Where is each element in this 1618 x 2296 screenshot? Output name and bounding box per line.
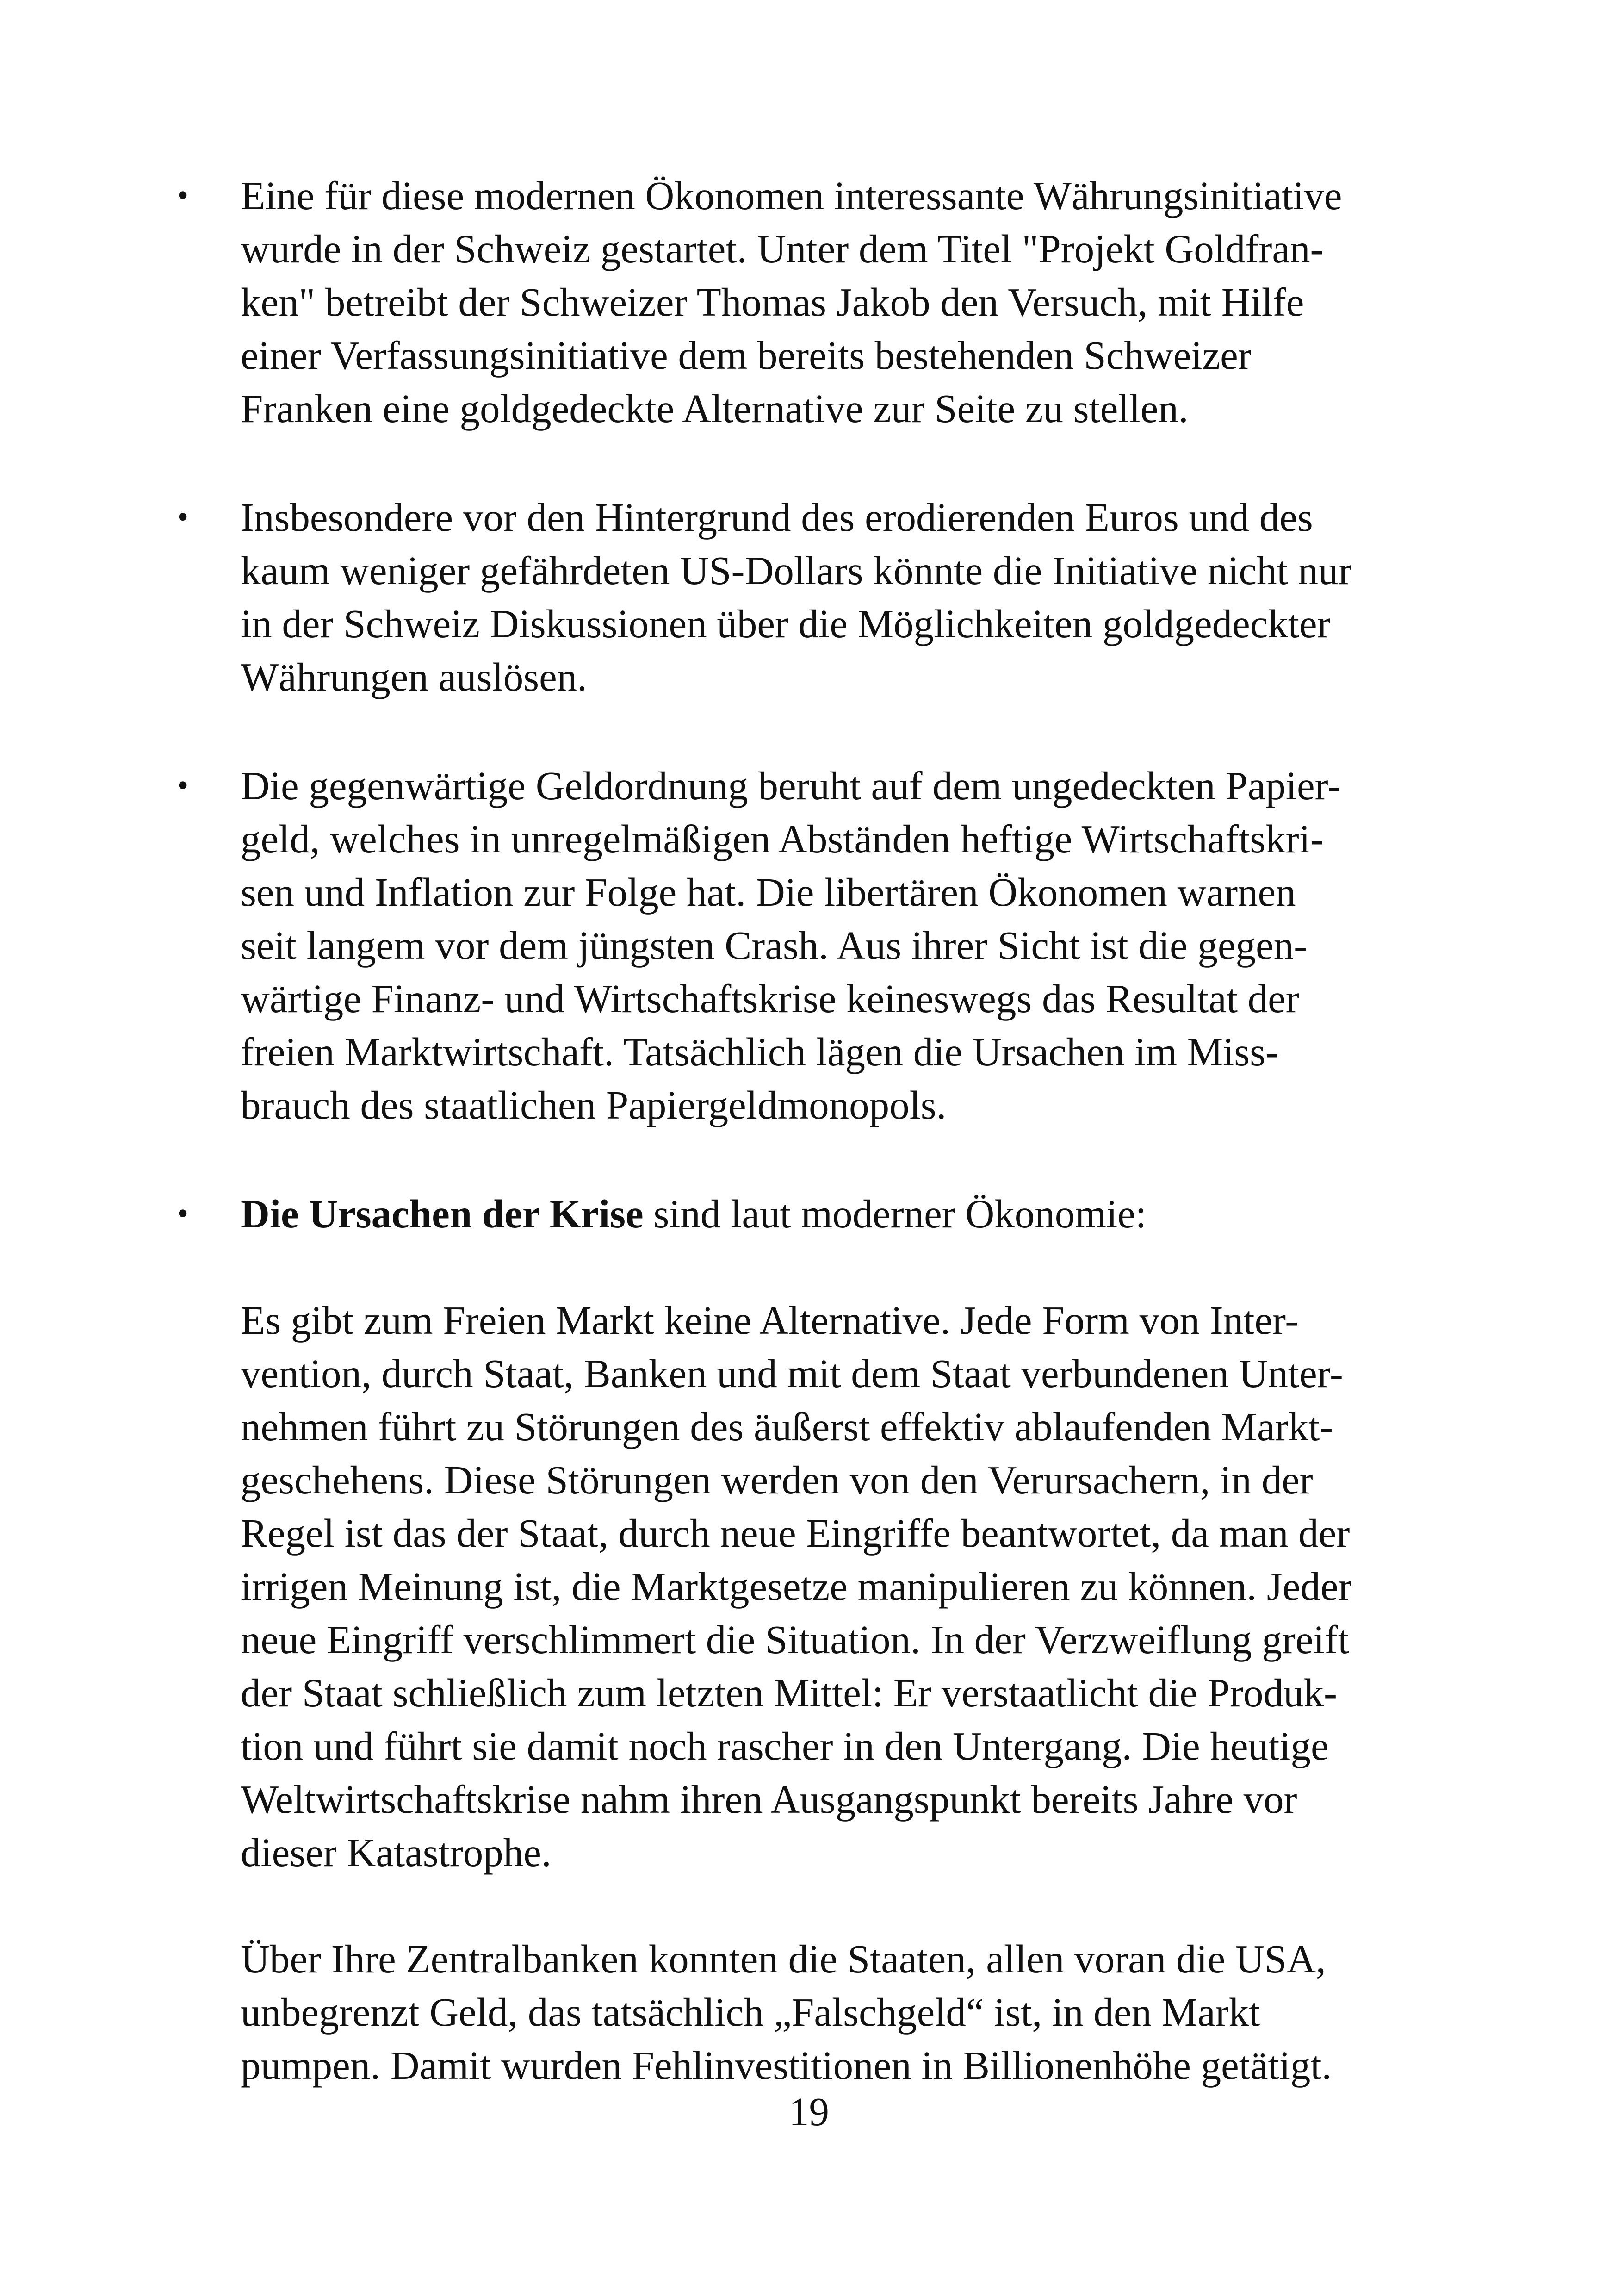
text-line: irrigen Meinung ist, die Marktgesetze manipulieren zu können. Jeder <box>241 1564 1352 1609</box>
text-line: Eine für diese modernen Ökonomen interessante Währungsinitiative <box>241 173 1342 218</box>
text-line: geschehens. Diese Störungen werden von den Verursachern, in der <box>241 1457 1313 1502</box>
text-line: tion und führt sie damit noch rascher in den Untergang. Die heutige <box>241 1724 1329 1768</box>
heading-bold-text: Die Ursachen der Krise <box>241 1191 644 1236</box>
text-line: in der Schweiz Diskussionen über die Möglichkeiten goldgedeckter <box>241 601 1331 646</box>
bullet-icon: • <box>177 1196 189 1232</box>
text-line: dieser Katastrophe. <box>241 1830 552 1875</box>
text-line: wärtige Finanz- und Wirtschaftskrise keineswegs das Resultat der <box>241 976 1299 1021</box>
text-line: Weltwirtschaftskrise nahm ihren Ausgangspunkt bereits Jahre vor <box>241 1777 1297 1822</box>
text-line: freien Marktwirtschaft. Tatsächlich lägen die Ursachen im Miss- <box>241 1029 1279 1074</box>
heading-rest-text: sind laut moderner Ökonomie: <box>643 1191 1147 1236</box>
text-line: neue Eingriff verschlimmert die Situation. In der Verzweiflung greift <box>241 1617 1349 1662</box>
text-line: pumpen. Damit wurden Fehlinvestitionen in Billionenhöhe getätigt. <box>241 2043 1332 2088</box>
text-line: Über Ihre Zentralbanken konnten die Staaten, allen voran die USA, <box>241 1936 1326 1981</box>
text-line: brauch des staatlichen Papiergeldmonopols. <box>241 1083 947 1127</box>
text-line: geld, welches in unregelmäßigen Abständen heftige Wirtschaftskri- <box>241 816 1324 861</box>
text-line: einer Verfassungsinitiative dem bereits bestehenden Schweizer <box>241 333 1252 378</box>
section-heading <box>241 1187 1147 1240</box>
text-line: Franken eine goldgedeckte Alternative zur Seite zu stellen. <box>241 386 1189 431</box>
text-line: Es gibt zum Freien Markt keine Alternative. Jede Form von Inter- <box>241 1298 1299 1343</box>
text-line: der Staat schließlich zum letzten Mittel: Er verstaatlicht die Produk- <box>241 1670 1338 1715</box>
text-line: wurde in der Schweiz gestartet. Unter dem Titel "Projekt Goldfran- <box>241 226 1324 271</box>
text-line: vention, durch Staat, Banken und mit dem Staat verbundenen Unter- <box>241 1351 1343 1396</box>
bullet-icon: • <box>177 768 189 803</box>
bullet-icon: • <box>177 499 189 535</box>
page-number: 19 <box>789 2089 829 2134</box>
text-line: kaum weniger gefährdeten US-Dollars könnte die Initiative nicht nur <box>241 548 1352 593</box>
text-line: Insbesondere vor den Hintergrund des erodierenden Euros und des <box>241 495 1313 540</box>
bullet-icon: • <box>177 178 189 213</box>
text-line: seit langem vor dem jüngsten Crash. Aus ihrer Sicht ist die gegen- <box>241 923 1308 968</box>
text-line: sen und Inflation zur Folge hat. Die libertären Ökonomen warnen <box>241 870 1296 915</box>
text-line: nehmen führt zu Störungen des äußerst effektiv ablaufenden Markt- <box>241 1404 1333 1449</box>
text-line: Regel ist das der Staat, durch neue Eingriffe beantwortet, da man der <box>241 1511 1350 1556</box>
text-line: Die gegenwärtige Geldordnung beruht auf dem ungedeckten Papier- <box>241 763 1341 808</box>
text-line: unbegrenzt Geld, das tatsächlich „Falschgeld“ ist, in den Markt <box>241 1990 1260 2035</box>
text-line: ken" betreibt der Schweizer Thomas Jakob den Versuch, mit Hilfe <box>241 280 1304 324</box>
text-line: Währungen auslösen. <box>241 654 587 699</box>
